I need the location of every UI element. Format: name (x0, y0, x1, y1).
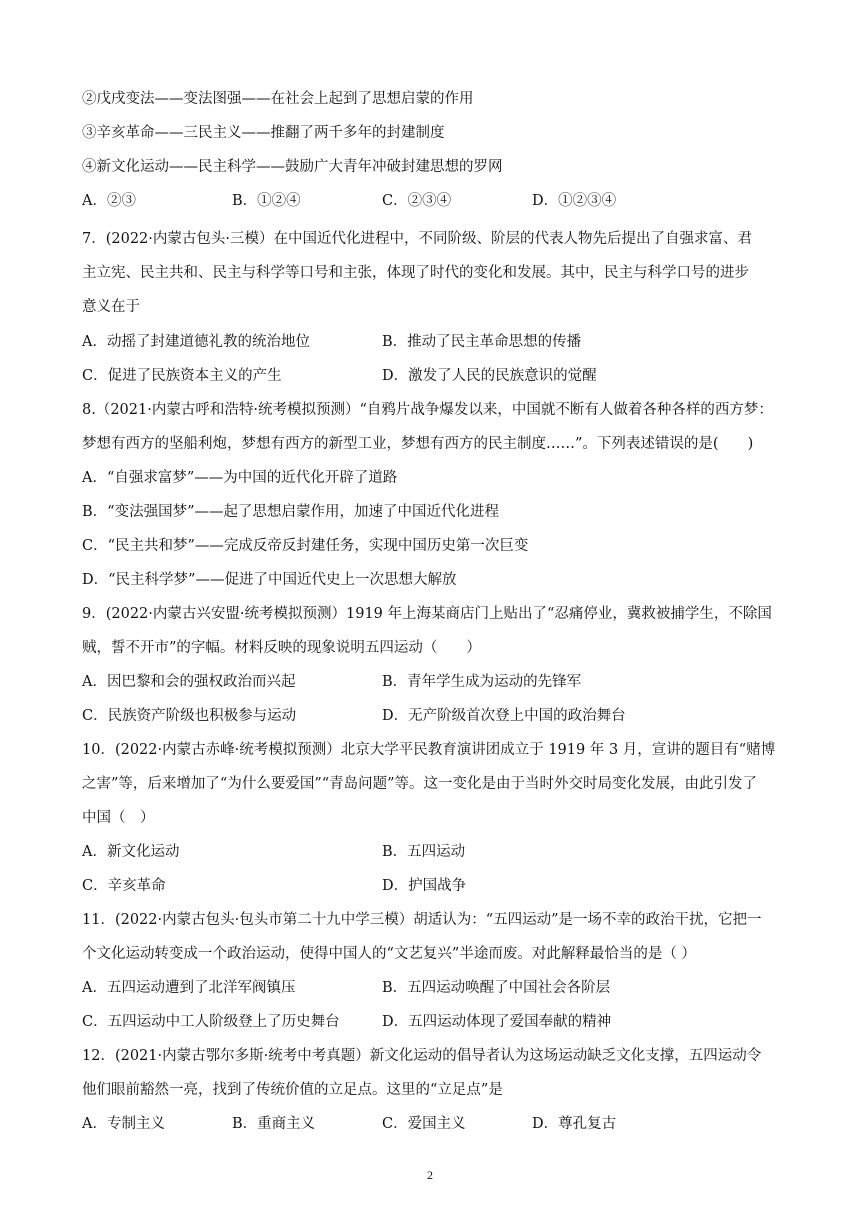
q9-option-c: C．民族资产阶级也积极参与运动 (82, 708, 297, 724)
q6-option-d: D．①②③④ (532, 193, 617, 209)
q12-option-a: A．专制主义 (82, 1116, 165, 1132)
q9-option-a: A．因巴黎和会的强权政治而兴起 (82, 674, 296, 690)
q11-stem-line-2: 个文化运动转变成一个政治运动，使得中国人的“文艺复兴”半途而废。对此解释最恰当的是（ ） (82, 946, 696, 962)
q8-stem-line-1: 8.（2021·内蒙古呼和浩特·统考模拟预测）“自鸦片战争爆发以来，中国就不断有人做着各种各样的西方梦： (82, 402, 773, 418)
q7-stem-line-2: 主立宪、民主共和、民主与科学等口号和主张，体现了时代的变化和发展。其中，民主与科学口号的进步 (82, 265, 749, 281)
q11-option-b: B．五四运动唤醒了中国社会各阶层 (382, 980, 611, 996)
q10-option-b: B．五四运动 (382, 844, 466, 860)
q10-option-a: A．新文化运动 (82, 844, 180, 860)
q10-stem-line-3: 中国（ ） (82, 810, 155, 826)
q8-option-b: B．“变法强国梦”——起了思想启蒙作用，加速了中国近代化进程 (82, 504, 499, 520)
statement-3: ③辛亥革命——三民主义——推翻了两千多年的封建制度 (82, 125, 445, 141)
q8-option-c: C．“民主共和梦”——完成反帝反封建任务，实现中国历史第一次巨变 (82, 538, 529, 554)
page-number: 2 (427, 1168, 433, 1182)
q9-stem-line-1: 9．(2022·内蒙古兴安盟·统考模拟预测）1919 年上海某商店门上贴出了“忍痛停业，冀救被捕学生，不除国 (82, 606, 772, 622)
q7-stem-line-1: 7．(2022·内蒙古包头·三模）在中国近代化进程中，不同阶级、阶层的代表人物先后提出了自强求富、君 (82, 231, 752, 247)
q6-option-a: A．②③ (82, 193, 136, 209)
q11-option-a: A．五四运动遭到了北洋军阀镇压 (82, 980, 296, 996)
q8-option-d: D．“民主科学梦”——促进了中国近代史上一次思想大解放 (82, 572, 457, 588)
q12-option-d: D．尊孔复古 (532, 1116, 617, 1132)
statement-2: ②戊戌变法——变法图强——在社会上起到了思想启蒙的作用 (82, 91, 474, 107)
q7-option-c: C．促进了民族资本主义的产生 (82, 368, 282, 384)
q8-stem-line-2: 梦想有西方的坚船利炮，梦想有西方的新型工业，梦想有西方的民主制度……”。下列表述错误的是( ) (82, 436, 754, 452)
q8-option-a: A．“自强求富梦”——为中国的近代化开辟了道路 (82, 470, 398, 486)
q10-option-d: D．护国战争 (382, 878, 467, 894)
q10-option-c: C．辛亥革命 (82, 878, 166, 894)
q7-stem-line-3: 意义在于 (82, 299, 140, 315)
q10-stem-line-2: 之害”等，后来增加了“为什么要爱国”“青岛问题”等。这一变化是由于当时外交时局变化发展，由此引发了 (82, 776, 758, 792)
q12-stem-line-2: 他们眼前豁然一亮，找到了传统价值的立足点。这里的“立足点”是 (82, 1082, 503, 1098)
q11-option-c: C．五四运动中工人阶级登上了历史舞台 (82, 1014, 340, 1030)
statement-4: ④新文化运动——民主科学——鼓励广大青年冲破封建思想的罗网 (82, 159, 503, 175)
q12-option-c: C．爱国主义 (382, 1116, 466, 1132)
q6-option-b: B．①②④ (232, 193, 301, 209)
q9-stem-line-2: 贼，誓不开市”的字幅。材料反映的现象说明五四运动（ ） (82, 640, 481, 656)
q7-option-b: B．推动了民主革命思想的传播 (382, 334, 582, 350)
q9-option-d: D．无产阶级首次登上中国的政治舞台 (382, 708, 626, 724)
q12-option-b: B．重商主义 (232, 1116, 316, 1132)
q7-option-a: A．动摇了封建道德礼教的统治地位 (82, 334, 310, 350)
q12-stem-line-1: 12．(2021·内蒙古鄂尔多斯·统考中考真题）新文化运动的倡导者认为这场运动缺乏文化支撑，五四运动令 (82, 1048, 762, 1064)
q11-option-d: D．五四运动体现了爱国奉献的精神 (382, 1014, 612, 1030)
q7-option-d: D．激发了人民的民族意识的觉醒 (382, 368, 597, 384)
q6-option-c: C．②③④ (382, 193, 452, 209)
q11-stem-line-1: 11．(2022·内蒙古包头·包头市第二十九中学三模）胡适认为：“五四运动”是一场不幸的政治干扰，它把一 (82, 912, 762, 928)
q10-stem-line-1: 10．(2022·内蒙古赤峰·统考模拟预测）北京大学平民教育演讲团成立于 1919 年 3 月，宣讲的题目有“赌博 (82, 742, 776, 758)
q9-option-b: B．青年学生成为运动的先锋军 (382, 674, 582, 690)
